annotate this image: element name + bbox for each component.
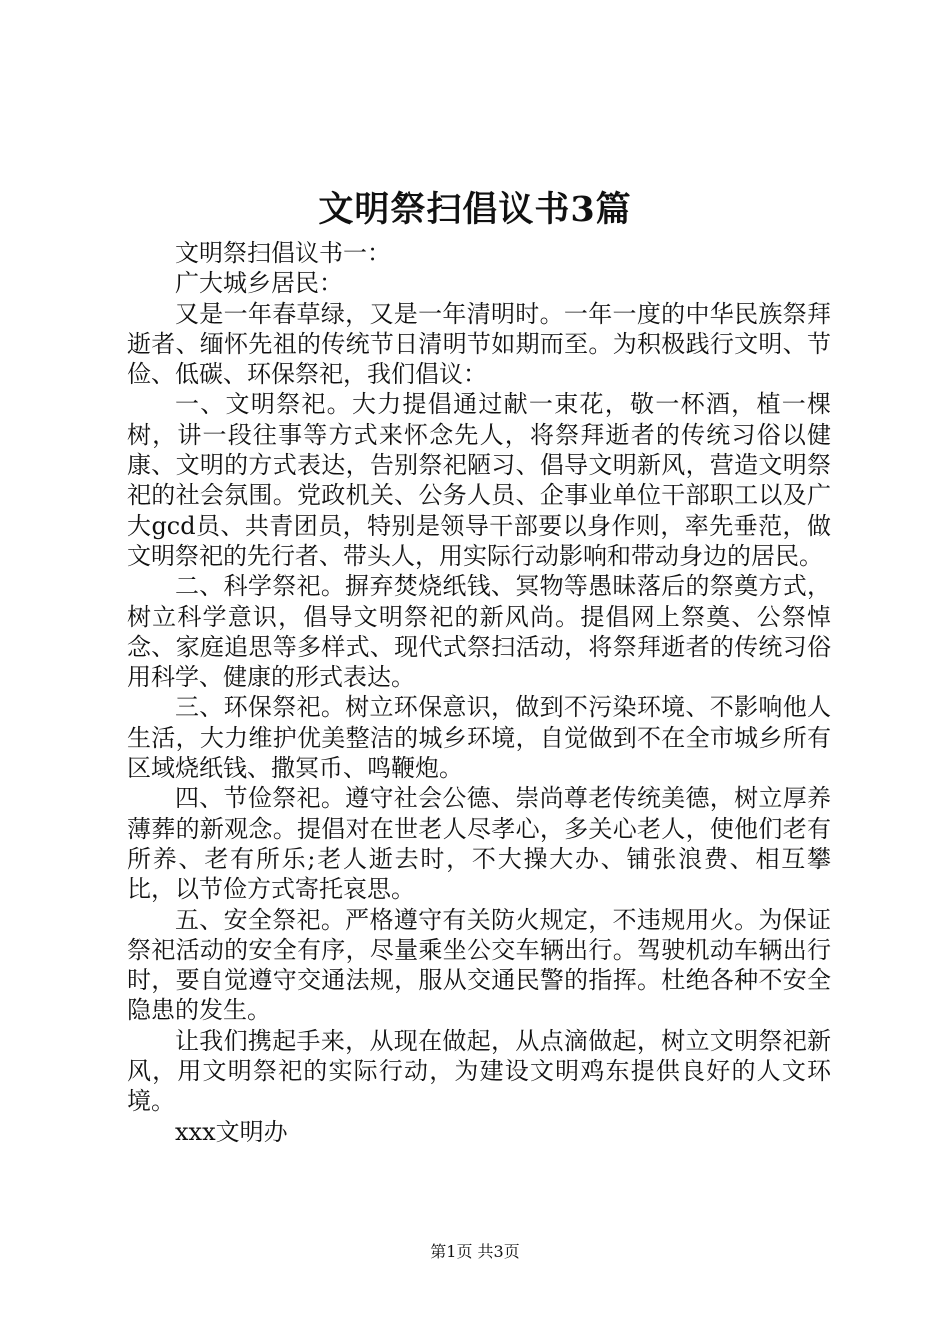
paragraph-safe-worship: 五、安全祭祀。严格遵守有关防火规定，不违规用火。为保证祭祀活动的安全有序，尽量乘坐公交车辆出行。驾驶机动车辆出行时，要自觉遵守交通法规，服从交通民警的指挥。杜绝各种不安全隐患的发生。 [127,905,831,1025]
paragraph-intro: 又是一年春草绿，又是一年清明时。一年一度的中华民族祭拜逝者、缅怀先祖的传统节日清明节如期而至。为积极践行文明、节俭、低碳、环保祭祀，我们倡议： [127,299,831,389]
paragraph-civilized-worship: 一、文明祭祀。大力提倡通过献一束花，敬一杯酒，植一棵树，讲一段往事等方式来怀念先人，将祭拜逝者的传统习俗以健康、文明的方式表达，告别祭祀陋习、倡导文明新风，营造文明祭祀的社会氛围。党政机关、公务人员、企事业单位干部职工以及广大gcd员、共青团员，特别是领导干部要以身作则，率先垂范，做文明祭祀的先行者、带头人，用实际行动影响和带动身边的居民。 [127,390,831,570]
document-body [127,238,831,1147]
paragraph-closing: 让我们携起手来，从现在做起，从点滴做起，树立文明祭祀新风，用文明祭祀的实际行动，为建设文明鸡东提供良好的人文环境。 [127,1026,831,1116]
signature: xxx文明办 [175,1117,288,1146]
page-number: 第1页 共3页 [430,1242,520,1261]
paragraph-frugal-worship: 四、节俭祭祀。遵守社会公德、崇尚尊老传统美德，树立厚养薄葬的新观念。提倡对在世老人尽孝心，多关心老人，使他们老有所养、老有所乐;老人逝去时，不大操大办、铺张浪费、相互攀比，以节俭方式寄托哀思。 [127,784,831,904]
paragraph-scientific-worship: 二、科学祭祀。摒弃焚烧纸钱、冥物等愚昧落后的祭奠方式，树立科学意识，倡导文明祭祀的新风尚。提倡网上祭奠、公祭悼念、家庭追思等多样式、现代式祭扫活动，将祭拜逝者的传统习俗用科学、健康的形式表达。 [127,572,831,692]
subtitle: 文明祭扫倡议书一： [175,239,391,267]
salutation: 广大城乡居民： [175,269,343,298]
paragraph-eco-worship: 三、环保祭祀。树立环保意识，做到不污染环境、不影响他人生活，大力维护优美整洁的城乡环境，自觉做到不在全市城乡所有区域烧纸钱、撒冥币、鸣鞭炮。 [127,693,831,783]
document-title: 文明祭扫倡议书3篇 [318,189,632,230]
